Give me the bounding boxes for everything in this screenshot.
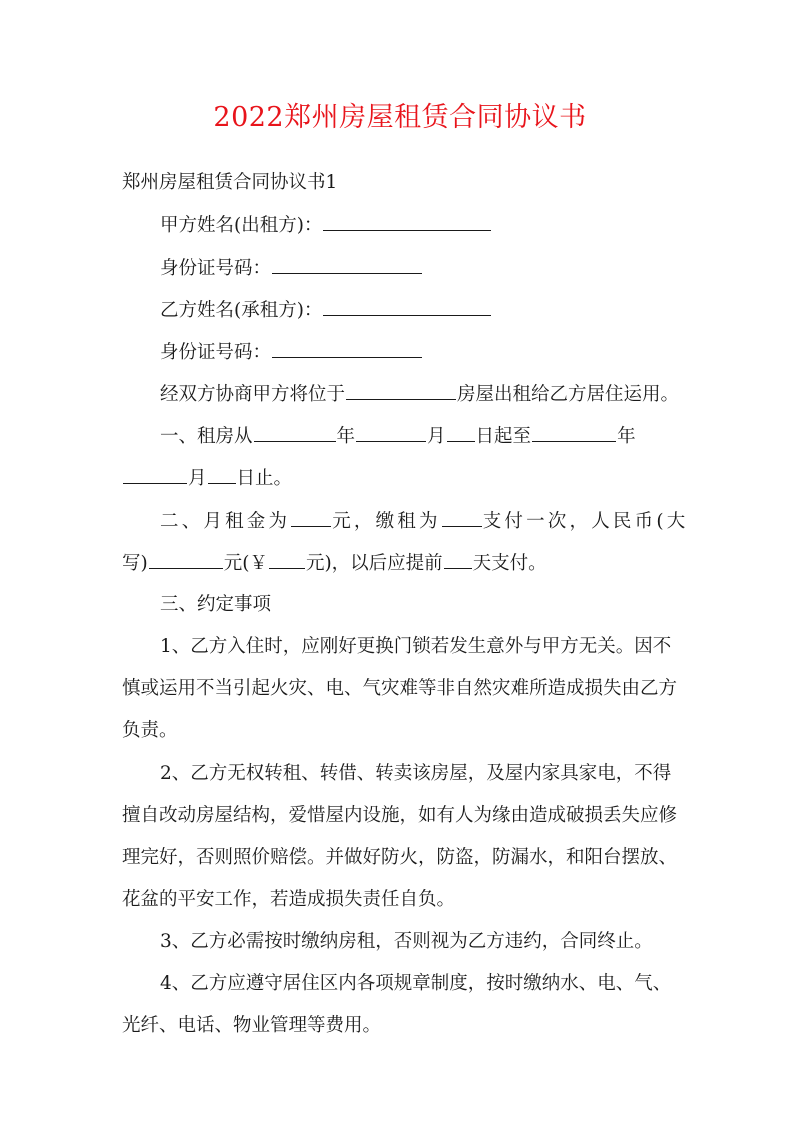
intro-text-1: 经双方协商甲方将位于 — [160, 384, 346, 405]
rent-write: 写) — [122, 553, 148, 574]
item-3-line: 3、乙方必需按时缴纳房租，否则视为乙方违约，合同终止。 — [160, 931, 653, 952]
start-year-blank — [254, 423, 336, 442]
term-line-1 — [160, 423, 636, 450]
item-2-line-3: 理完好，否则照价赔偿。并做好防火，防盗，防漏水，和阳台摆放、 — [122, 847, 678, 868]
item-4-line-2: 光纤、电话、物业管理等费用。 — [122, 1015, 382, 1036]
rent-yuan-2: 元(￥ — [223, 553, 268, 574]
item-1-line-2: 慎或运用不当引起火灾、电、气灾难等非自然灾难所造成损失由乙方 — [122, 678, 678, 699]
party-a-blank — [323, 212, 491, 231]
intro-line — [160, 381, 679, 408]
rent-days: 天支付。 — [472, 553, 547, 574]
item-4-line-1: 4、乙方应遵守居住区内各项规章制度，按时缴纳水、电、气、 — [160, 973, 672, 994]
id-b-blank — [272, 339, 422, 358]
id-b-label: 身份证号码： — [160, 342, 272, 363]
start-month-blank — [356, 423, 426, 442]
rent-line-2 — [122, 550, 547, 577]
party-b-line — [160, 297, 492, 324]
id-a-line — [160, 255, 423, 282]
term-month-1: 月 — [427, 426, 446, 447]
intro-text-2: 房屋出租给乙方居住运用。 — [457, 384, 680, 405]
subtitle: 郑州房屋租赁合同协议书1 — [122, 172, 338, 193]
section-3-heading: 三、约定事项 — [160, 594, 272, 615]
item-1-line-1: 1、乙方入住时，应刚好更换门锁若发生意外与甲方无关。因不 — [160, 636, 672, 657]
rent-number-blank — [269, 550, 305, 569]
term-year-1: 年 — [336, 426, 356, 447]
pay-period-blank — [442, 508, 482, 527]
document-title: 2022郑州房屋租赁合同协议书 — [213, 102, 587, 133]
term-prefix: 一、租房从 — [160, 426, 253, 447]
rent-amount-blank — [291, 508, 331, 527]
rent-pay: 支付一次，人民币(大 — [482, 511, 689, 532]
advance-days-blank — [444, 550, 472, 569]
id-b-line — [160, 339, 423, 366]
item-2-line-4: 花盆的平安工作，若造成损失责任自负。 — [122, 889, 456, 910]
party-b-blank — [323, 297, 491, 316]
term-day-end: 日止。 — [236, 468, 293, 489]
rent-yuan: 元，缴租为 — [332, 511, 441, 532]
rent-prefix: 二、月租金为 — [160, 511, 291, 532]
rent-line-1 — [160, 508, 688, 535]
end-day-blank — [208, 465, 236, 484]
party-b-label: 乙方姓名(承租方)： — [160, 300, 323, 321]
start-day-blank — [447, 423, 475, 442]
item-2-line-2: 擅自改动房屋结构，爱惜屋内设施，如有人为缘由造成破损丢失应修 — [122, 805, 678, 826]
rent-yuan-3: 元)，以后应提前 — [305, 553, 443, 574]
id-a-blank — [272, 255, 422, 274]
end-year-blank — [532, 423, 616, 442]
item-2-line-1: 2、乙方无权转租、转借、转卖该房屋，及屋内家具家电，不得 — [160, 763, 672, 784]
party-a-line — [160, 212, 492, 239]
term-month-2: 月 — [188, 468, 207, 489]
end-month-blank — [123, 465, 187, 484]
rent-capital-blank — [149, 550, 223, 569]
address-blank — [346, 381, 456, 400]
party-a-label: 甲方姓名(出租方)： — [160, 215, 323, 236]
term-line-2 — [122, 465, 292, 492]
item-1-line-3: 负责。 — [122, 720, 178, 741]
id-a-label: 身份证号码： — [160, 258, 272, 279]
term-year-2: 年 — [617, 426, 636, 447]
term-day-1: 日起至 — [475, 426, 532, 447]
